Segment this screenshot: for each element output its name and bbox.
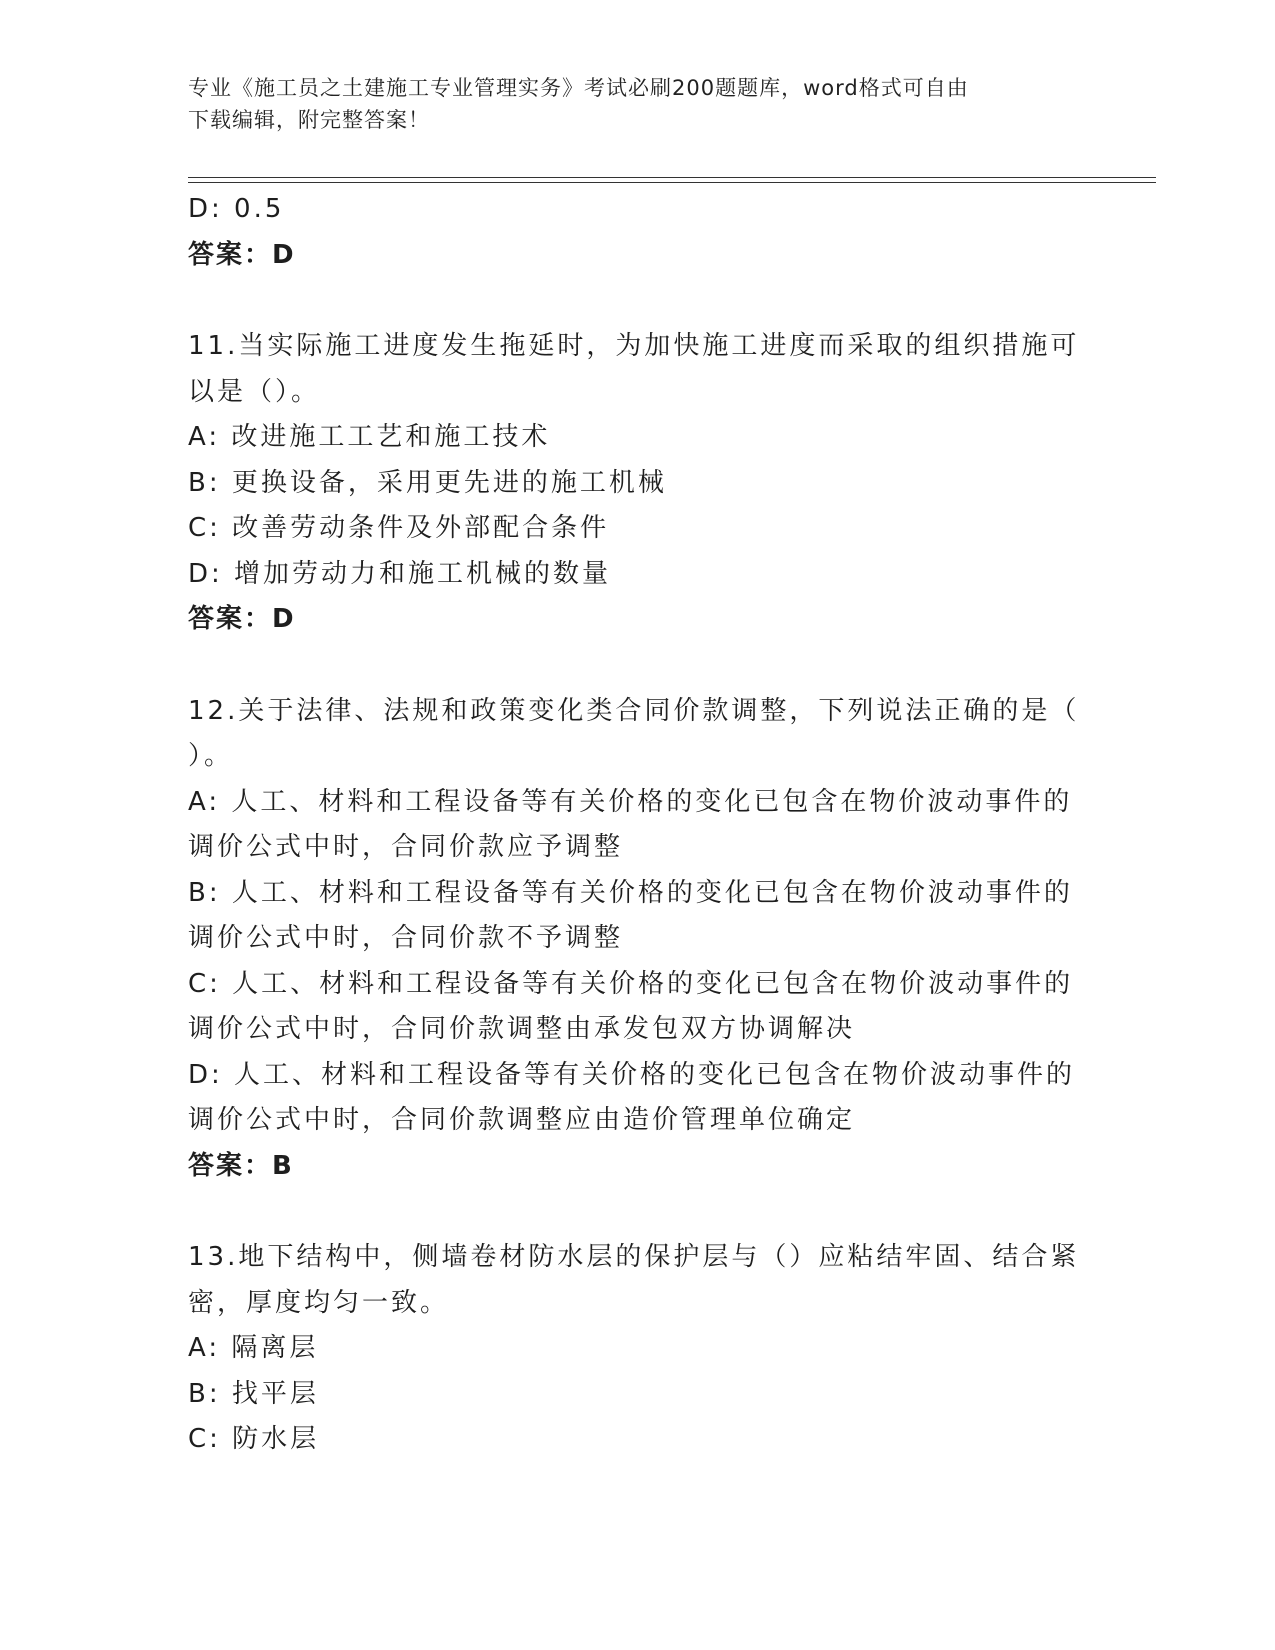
option-a: A: 隔离层 xyxy=(188,1333,319,1363)
question-stem-line: ）。 xyxy=(188,741,234,771)
header-line-2: 下载编辑，附完整答案！ xyxy=(188,108,430,132)
option-d: D: 人工、材料和工程设备等有关价格的变化已包含在物价波动事件的 xyxy=(188,1059,1076,1090)
option-a-continued: 调价公式中时，合同价款应予调整 xyxy=(188,832,624,862)
spacer xyxy=(188,643,1068,689)
question-stem-line: 密，厚度均匀一致。 xyxy=(188,1287,450,1318)
option-c: C: 人工、材料和工程设备等有关价格的变化已包含在物价波动事件的 xyxy=(188,968,1074,999)
spacer xyxy=(188,1189,1068,1235)
question-stem-line: 11.当实际施工进度发生拖延时，为加快施工进度而采取的组织措施可 xyxy=(188,331,1080,361)
question-stem-line: 12.关于法律、法规和政策变化类合同价款调整，下列说法正确的是（ xyxy=(188,695,1080,726)
option-c: C: 防水层 xyxy=(188,1424,320,1454)
option-c-continued: 调价公式中时，合同价款调整由承发包双方协调解决 xyxy=(188,1014,856,1044)
question-12 xyxy=(188,689,1080,1190)
document-header xyxy=(188,72,1088,136)
header-divider-top xyxy=(188,177,1156,178)
option-b-continued: 调价公式中时，合同价款不予调整 xyxy=(188,923,624,953)
answer-line: 答案：B xyxy=(188,1150,294,1181)
previous-question-tail xyxy=(188,187,1068,278)
option-d: D: 增加劳动力和施工机械的数量 xyxy=(188,558,612,589)
question-11 xyxy=(188,324,1080,643)
option-b: B: 找平层 xyxy=(188,1378,319,1409)
header-divider-bottom xyxy=(188,182,1156,183)
option-b: B: 更换设备，采用更先进的施工机械 xyxy=(188,467,667,498)
header-line-1: 专业《施工员之土建施工专业管理实务》考试必刷200题题库，word格式可自由 xyxy=(188,76,969,100)
question-stem-line: 以是（）。 xyxy=(188,376,321,407)
spacer xyxy=(188,278,1068,324)
option-d: D: 0.5 xyxy=(188,194,285,224)
option-a: A: 改进施工工艺和施工技术 xyxy=(188,422,551,452)
document-body xyxy=(188,187,1080,1463)
answer-line: 答案：D xyxy=(188,604,296,634)
question-stem-line: 13.地下结构中，侧墙卷材防水层的保护层与（）应粘结牢固、结合紧 xyxy=(188,1242,1080,1272)
option-c: C: 改善劳动条件及外部配合条件 xyxy=(188,513,610,543)
option-b: B: 人工、材料和工程设备等有关价格的变化已包含在物价波动事件的 xyxy=(188,877,1073,908)
question-13 xyxy=(188,1235,1080,1463)
option-a: A: 人工、材料和工程设备等有关价格的变化已包含在物价波动事件的 xyxy=(188,786,1073,817)
option-d-continued: 调价公式中时，合同价款调整应由造价管理单位确定 xyxy=(188,1105,856,1135)
answer-line: 答案：D xyxy=(188,239,296,270)
